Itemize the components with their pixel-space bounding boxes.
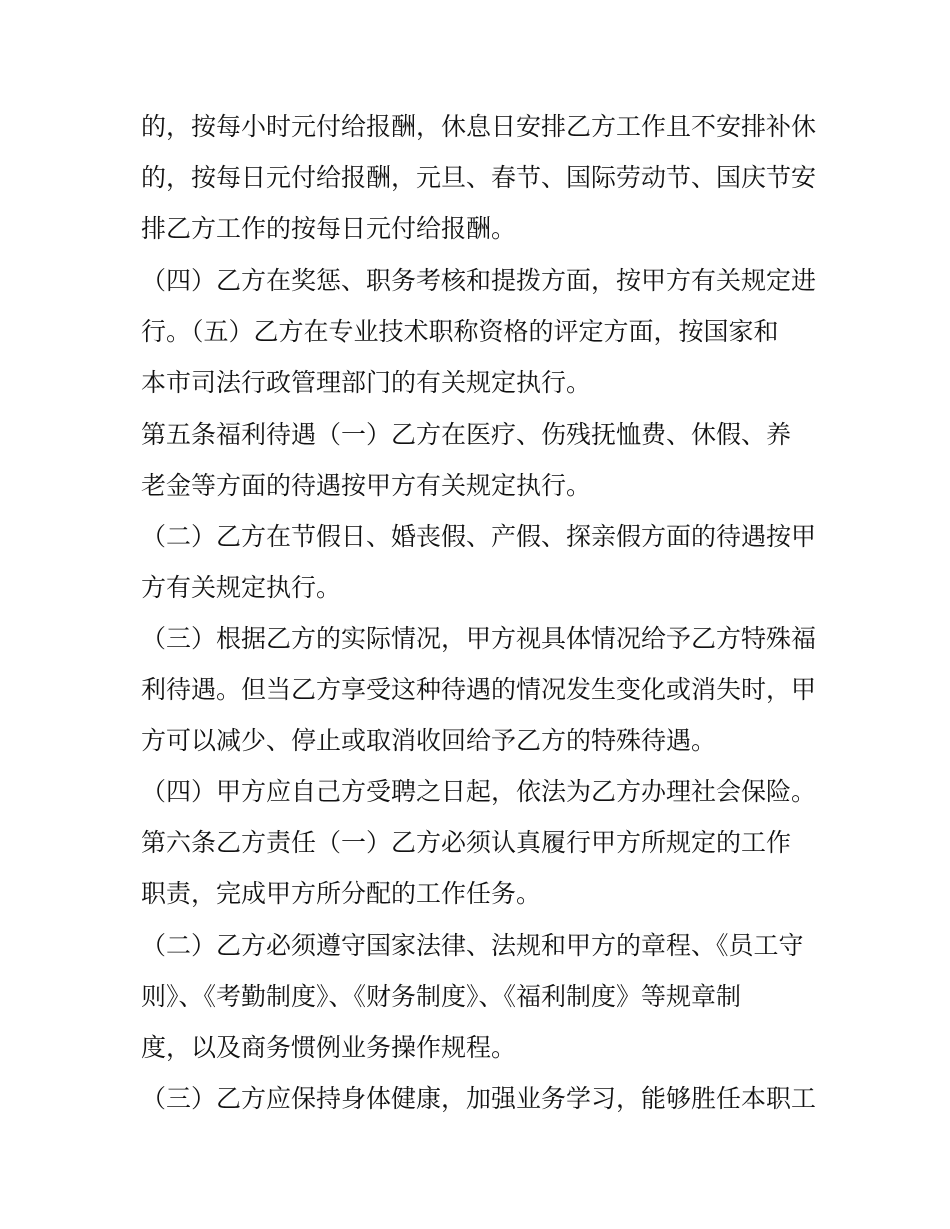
text-line: 利待遇。但当乙方享受这种待遇的情况发生变化或消失时，甲 xyxy=(141,675,817,704)
text-line: 行。（五）乙方在专业技术职称资格的评定方面，按国家和 xyxy=(141,317,779,346)
text-line: 方可以减少、停止或取消收回给予乙方的特殊待遇。 xyxy=(141,726,717,755)
text-line: （四）甲方应自己方受聘之日起，依法为乙方办理社会保险。 xyxy=(141,777,817,806)
text-line: （四）乙方在奖惩、职务考核和提拨方面，按甲方有关规定进 xyxy=(141,266,817,295)
text-line: 方有关规定执行。 xyxy=(141,573,342,602)
text-line: （二）乙方必须遵守国家法律、法规和甲方的章程、《员工守 xyxy=(141,931,804,960)
text-line: 度，以及商务惯例业务操作规程。 xyxy=(141,1033,517,1062)
text-line: 第五条福利待遇（一）乙方在医疗、伤残抚恤费、休假、养 xyxy=(141,420,792,449)
text-line: 的，按每日元付给报酬，元旦、春节、国际劳动节、国庆节安 xyxy=(141,163,817,192)
text-line: （二）乙方在节假日、婚丧假、产假、探亲假方面的待遇按甲 xyxy=(141,522,817,551)
text-line: 第六条乙方责任（一）乙方必须认真履行甲方所规定的工作 xyxy=(141,828,792,857)
text-line: 老金等方面的待遇按甲方有关规定执行。 xyxy=(141,471,592,500)
text-line: （三）乙方应保持身体健康，加强业务学习，能够胜任本职工 xyxy=(141,1084,817,1113)
text-line: 的，按每小时元付给报酬，休息日安排乙方工作且不安排补休 xyxy=(141,112,817,141)
text-line: （三）根据乙方的实际情况，甲方视具体情况给予乙方特殊福 xyxy=(141,624,817,653)
text-line: 职责，完成甲方所分配的工作任务。 xyxy=(141,879,542,908)
text-line: 排乙方工作的按每日元付给报酬。 xyxy=(141,214,517,243)
text-line: 本市司法行政管理部门的有关规定执行。 xyxy=(141,368,592,397)
text-line: 则》、《考勤制度》、《财务制度》、《福利制度》等规章制 xyxy=(141,982,742,1011)
